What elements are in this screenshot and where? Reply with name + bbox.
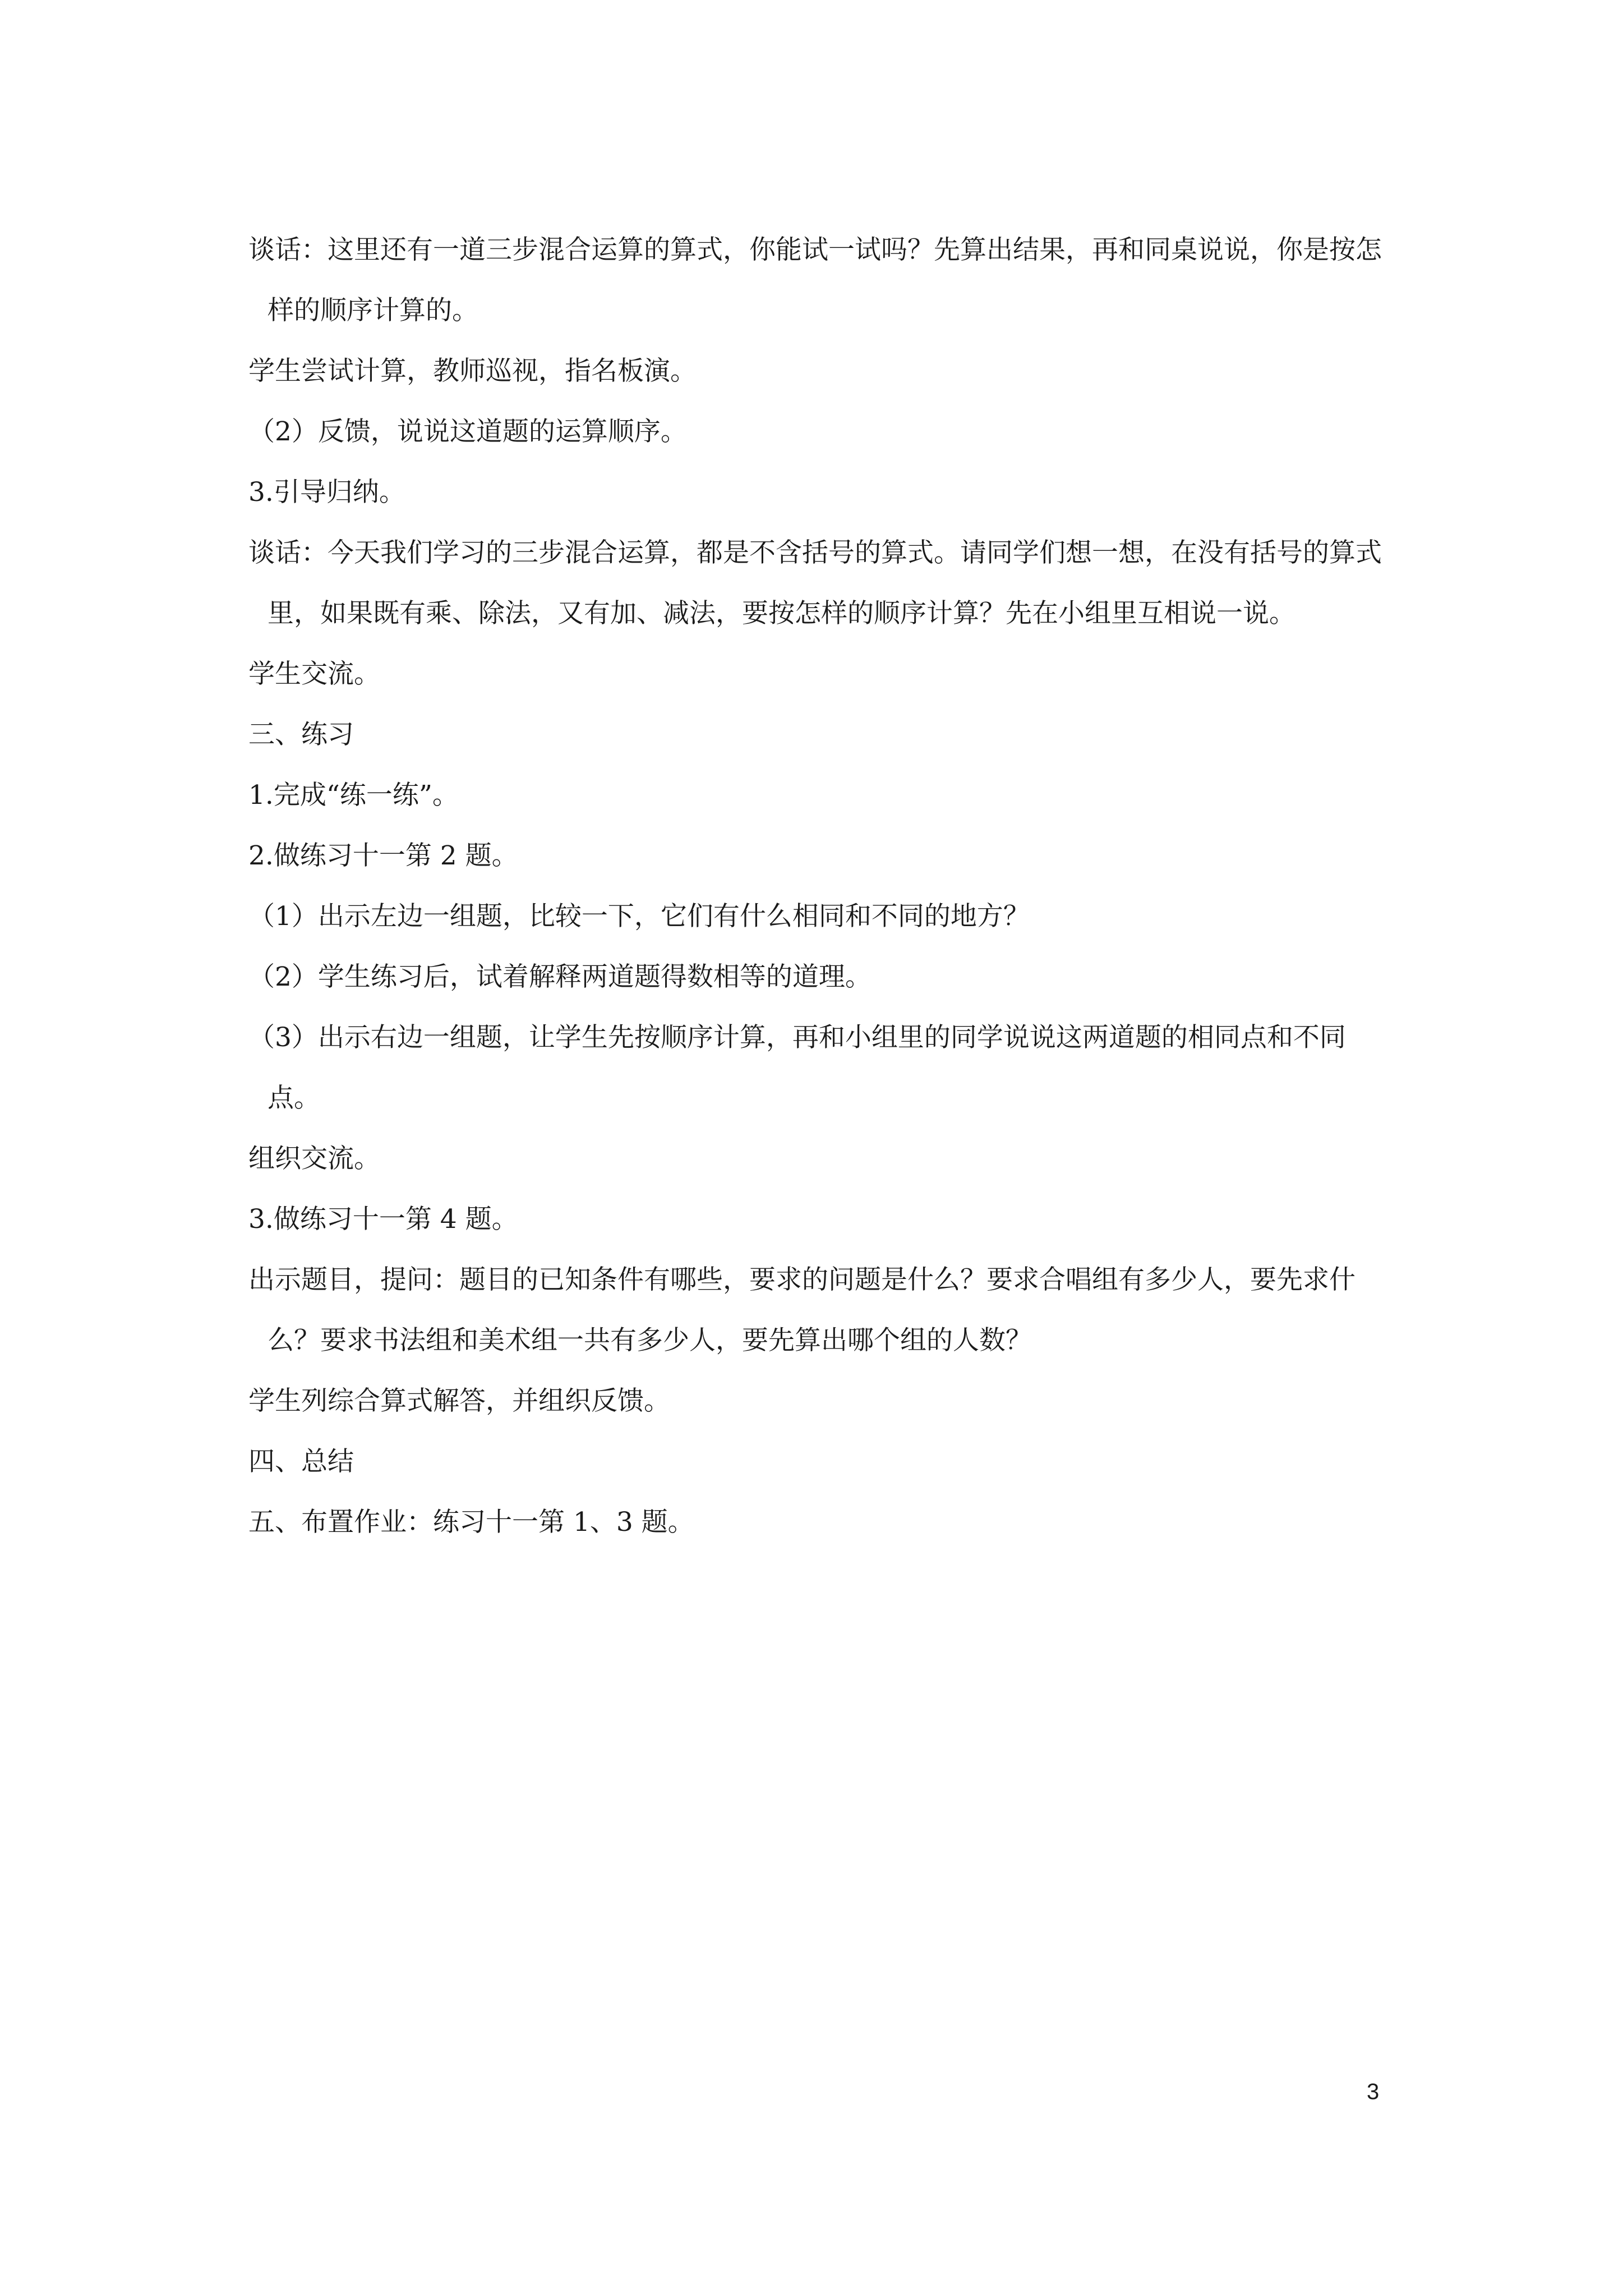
section-heading-summary: 四、总结 <box>248 1446 354 1477</box>
paragraph-complete-practice: 1.完成“练一练”。 <box>248 780 459 811</box>
paragraph-explain-equal: （2）学生练习后，试着解释两道题得数相等的道理。 <box>248 961 872 992</box>
paragraph-right-group: （3）出示右边一组题，让学生先按顺序计算，再和小组里的同学说说这两道题的相同点和不同点。 <box>248 1022 1346 1114</box>
paragraph-student-attempt: 学生尝试计算，教师巡视，指名板演。 <box>248 356 697 386</box>
paragraph-exercise-2: 2.做练习十一第 2 题。 <box>248 840 518 871</box>
page-number: 3 <box>1367 2079 1380 2104</box>
paragraph-organize-exchange: 组织交流。 <box>248 1143 380 1174</box>
paragraph-left-group: （1）出示左边一组题，比较一下，它们有什么相同和不同的地方？ <box>248 901 1030 932</box>
paragraph-feedback: （2）反馈，说说这道题的运算顺序。 <box>248 416 687 447</box>
paragraph-student-solve: 学生列综合算式解答，并组织反馈。 <box>248 1386 670 1416</box>
section-heading-practice: 三、练习 <box>248 719 354 750</box>
paragraph-talk-no-brackets: 谈话：今天我们学习的三步混合运算，都是不含括号的算式。请同学们想一想，在没有括号的算式里，如果既有乘、除法，又有加、减法，要按怎样的顺序计算？先在小组里互相说一说。 <box>248 537 1382 629</box>
section-heading-homework: 五、布置作业：练习十一第 1、3 题。 <box>248 1507 694 1538</box>
paragraph-show-problem: 出示题目，提问：题目的已知条件有哪些，要求的问题是什么？要求合唱组有多少人，要先求什么？要求书法组和美术组一共有多少人，要先算出哪个组的人数？ <box>248 1264 1355 1356</box>
paragraph-exercise-4: 3.做练习十一第 4 题。 <box>248 1204 518 1235</box>
paragraph-talk-three-step: 谈话：这里还有一道三步混合运算的算式，你能试一试吗？先算出结果，再和同桌说说，你是按怎样的顺序计算的。 <box>248 234 1382 326</box>
document-body <box>248 220 1390 1553</box>
paragraph-guide-summary: 3.引导归纳。 <box>248 477 405 508</box>
paragraph-student-exchange: 学生交流。 <box>248 659 380 689</box>
